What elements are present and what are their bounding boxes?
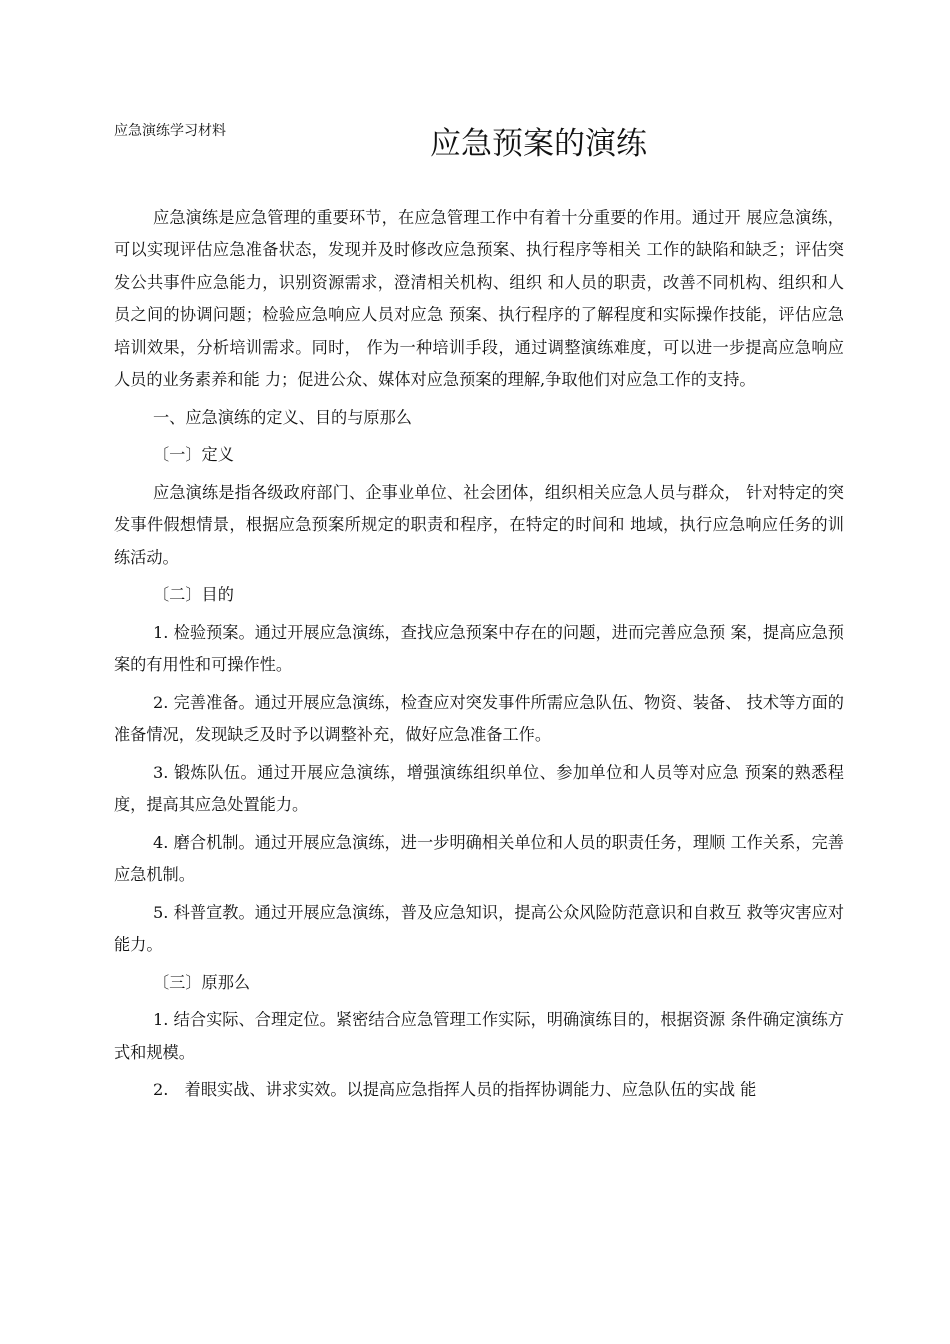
definition-paragraph: 应急演练是指各级政府部门、企事业单位、社会团体，组织相关应急人员与群众， 针对特定的突发事件假想情景，根据应急预案所规定的职责和程序，在特定的时间和 地域，执行应急响应任务的训练活动。 (114, 482, 844, 567)
header-label: 应急演练学习材料 (114, 123, 226, 139)
document-body (114, 202, 844, 1112)
principle-item-2: 2. 着眼实战、讲求实效。以提高应急指挥人员的指挥协调能力、应急队伍的实战 能 (153, 1080, 757, 1100)
purpose-item-1: 1. 检验预案。通过开展应急演练，查找应急预案中存在的问题，进而完善应急预 案，提高应急预案的有用性和可操作性。 (114, 622, 844, 675)
section-heading-1: 一、应急演练的定义、目的与原那么 (153, 407, 412, 427)
purpose-item-3: 3. 锻炼队伍。通过开展应急演练，增强演练组织单位、参加单位和人员等对应急 预案的熟悉程度，提高其应急处置能力。 (114, 762, 844, 815)
purpose-item-5: 5. 科普宣教。通过开展应急演练，普及应急知识，提高公众风险防范意识和自救互 救等灾害应对能力。 (114, 902, 844, 955)
subsection-heading-principles: 〔三〕原那么 (153, 972, 251, 992)
principle-item-1: 1. 结合实际、合理定位。紧密结合应急管理工作实际，明确演练目的，根据资源 条件确定演练方式和规模。 (114, 1010, 844, 1062)
subsection-heading-definition: 〔一〕定义 (153, 445, 234, 465)
intro-paragraph: 应急演练是应急管理的重要环节，在应急管理工作中有着十分重要的作用。通过开 展应急演练，可以实现评估应急准备状态，发现并及时修改应急预案、执行程序等相关 工作的缺陷和缺乏；评估突发公共事件应急能力，识别资源需求，澄清相关机构、组织 和人员的职责，改善不同机构、组织和人员之间的协调问题；检验应急响应人员对应急 预案、执行程序的了解程度和实际操作技能，评估应急培训效果，分析培训需求。同时， 作为一种培训手段，通过调整演练难度，可以进一步提高应急响应人员的业务素养和能 力；促进公众、媒体对应急预案的理解,争取他们对应急工作的支持。 (114, 208, 844, 390)
purpose-item-4: 4. 磨合机制。通过开展应急演练，进一步明确相关单位和人员的职责任务，理顺 工作关系，完善应急机制。 (114, 832, 844, 885)
subsection-heading-purpose: 〔二〕目的 (153, 585, 234, 605)
purpose-item-2: 2. 完善准备。通过开展应急演练，检查应对突发事件所需应急队伍、物资、装备、 技术等方面的准备情况，发现缺乏及时予以调整补充，做好应急准备工作。 (114, 692, 844, 745)
document-title: 应急预案的演练 (430, 126, 647, 162)
